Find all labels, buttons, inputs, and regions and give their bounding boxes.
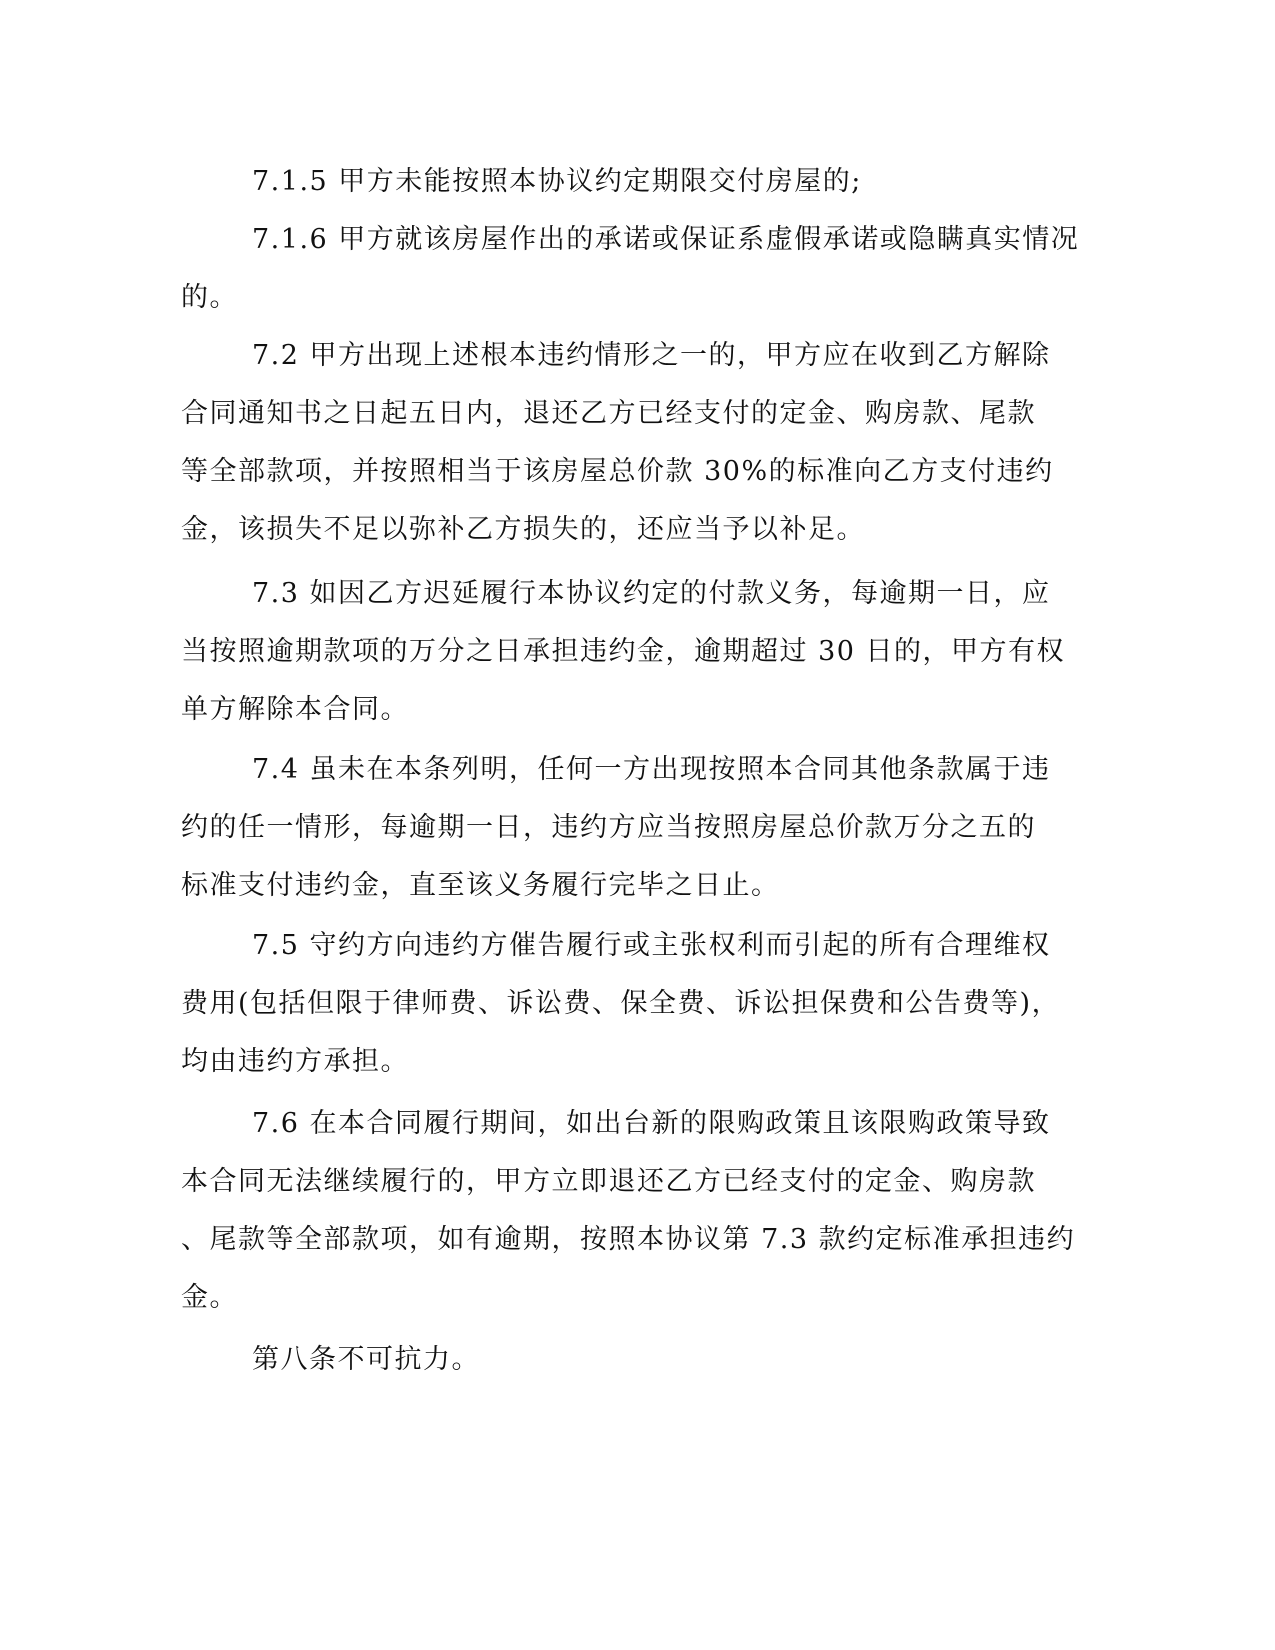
line-7-5-cont-1: 费用(包括但限于律师费、诉讼费、保全费、诉讼担保费和公告费等)，: [181, 988, 1061, 1019]
line-7-2: 7.2 甲方出现上述根本违约情形之一的，甲方应在收到乙方解除: [252, 340, 1051, 371]
line-7-6-cont-3: 金。: [181, 1282, 238, 1313]
line-7-3: 7.3 如因乙方迟延履行本协议约定的付款义务，每逾期一日，应: [252, 578, 1051, 609]
article-8-heading: 第八条不可抗力。: [252, 1344, 480, 1375]
line-7-2-cont-2: 等全部款项，并按照相当于该房屋总价款 30%的标准向乙方支付违约: [181, 456, 1054, 487]
line-7-5-cont-2: 均由违约方承担。: [181, 1046, 409, 1077]
line-7-1-6-cont: 的。: [181, 282, 238, 313]
line-7-3-cont-2: 单方解除本合同。: [181, 694, 409, 725]
line-7-3-cont-1: 当按照逾期款项的万分之日承担违约金，逾期超过 30 日的，甲方有权: [181, 636, 1066, 667]
line-7-6-cont-2: 、尾款等全部款项，如有逾期，按照本协议第 7.3 款约定标准承担违约: [181, 1224, 1076, 1255]
line-7-1-6: 7.1.6 甲方就该房屋作出的承诺或保证系虚假承诺或隐瞒真实情况: [252, 224, 1080, 255]
line-7-6-cont-1: 本合同无法继续履行的，甲方立即退还乙方已经支付的定金、购房款: [181, 1166, 1036, 1197]
line-7-4-cont-2: 标准支付违约金，直至该义务履行完毕之日止。: [181, 870, 780, 901]
line-7-4: 7.4 虽未在本条列明，任何一方出现按照本合同其他条款属于违: [252, 754, 1051, 785]
line-7-4-cont-1: 约的任一情形，每逾期一日，违约方应当按照房屋总价款万分之五的: [181, 812, 1036, 843]
line-7-5: 7.5 守约方向违约方催告履行或主张权利而引起的所有合理维权: [252, 930, 1051, 961]
line-7-1-5: 7.1.5 甲方未能按照本协议约定期限交付房屋的;: [252, 166, 862, 197]
line-7-2-cont-3: 金，该损失不足以弥补乙方损失的，还应当予以补足。: [181, 514, 865, 545]
line-7-2-cont-1: 合同通知书之日起五日内，退还乙方已经支付的定金、购房款、尾款: [181, 398, 1036, 429]
line-7-6: 7.6 在本合同履行期间，如出台新的限购政策且该限购政策导致: [252, 1108, 1051, 1139]
